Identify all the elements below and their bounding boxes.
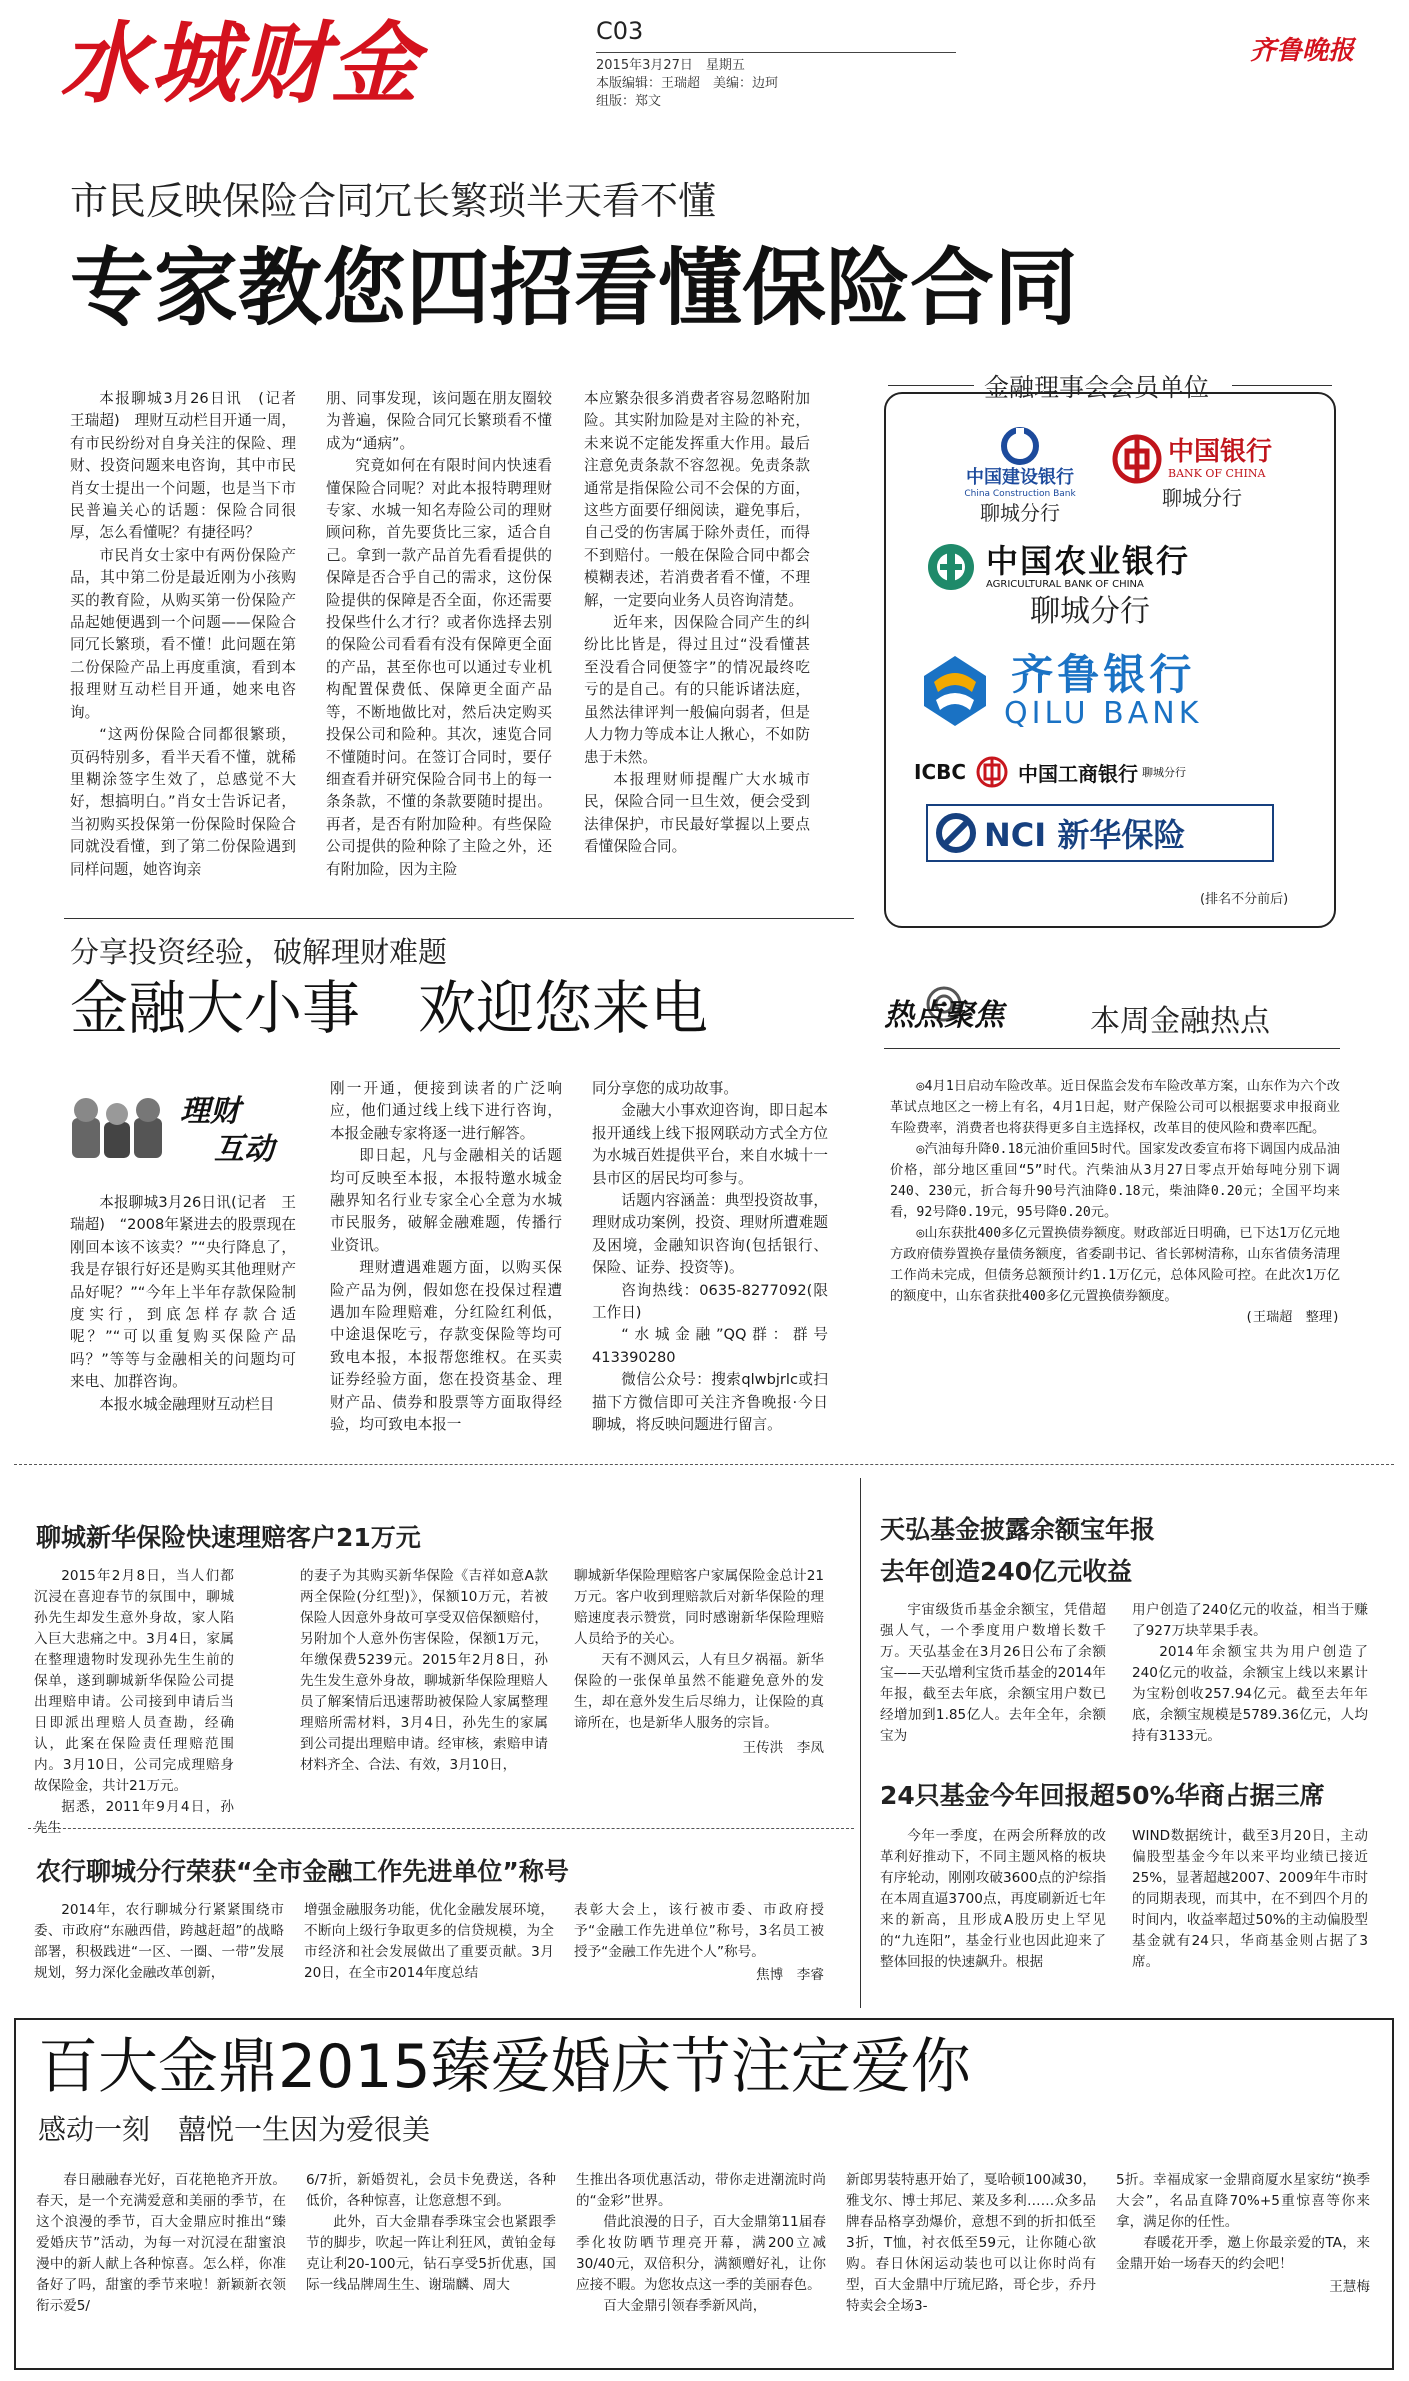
- funds-col-1: [880, 1826, 1106, 2010]
- lead-paragraph: “这两份保险合同都很繁琐，页码特别多，看半天看不懂，就稀里糊涂签字生效了，总感觉不大好，想搞明白。”肖女士告诉记者，当初购买投保第一份保险时保险合同就没看懂，到了第二份保险遇到同样问题，她咨询亲: [70, 726, 296, 878]
- interact-paragraph: 金融大小事欢迎咨询，即日起本报开通线上线下报网联动方式全方位为水城百姓提供平台，来自水城十一县市区的居民均可参与。: [592, 1102, 828, 1187]
- members-box: [884, 392, 1336, 928]
- tianhong-paragraph: 2014年余额宝共为用户创造了240亿元的收益，余额宝上线以来累计为宝粉创收257.94亿元。截至去年年底，余额宝规模是5789.36亿元，人均持有3133元。: [1132, 1644, 1368, 1744]
- interact-column-3: [592, 1078, 828, 1434]
- tianhong-headline-1: 天弘基金披露余额宝年报: [880, 1515, 1156, 1544]
- date-line: 2015年3月27日 星期五: [596, 52, 956, 75]
- nci-story-headline: 聊城新华保险快速理赔客户21万元: [36, 1523, 421, 1552]
- lead-paragraph: 本应繁杂很多消费者容易忽略附加险。其实附加险是对主险的补充，未来说不定能发挥重大作用。最后注意免责条款不容忽视。免责条款通常是指保险公司不会保的方面，这些方面要仔细阅读，避免事后，自己受的伤害属于除外责任，而得不到赔付。一般在保险合同中都会模糊表述，若消费者看不懂，不理解，一定要向业务人员咨询清楚。: [584, 390, 810, 609]
- abc-emblem-icon: [926, 542, 976, 592]
- lead-paragraph: 朋、同事发现，该问题在朋友圈较为普遍，保险合同冗长繁琐看不懂成为“通病”。: [326, 390, 552, 452]
- funds-headline: 24只基金今年回报超50%华商占据三席: [880, 1781, 1325, 1810]
- abc-paragraph: 增强金融服务功能，优化金融发展环境，不断向上级行争取更多的信贷规模，为全市经济和社会发展做出了重要贡献。3月20日，在全市2014年度总结: [304, 1902, 554, 1981]
- wechat-account: 微信公众号：搜索qlwbjrlc或扫描下方微信即可关注齐鲁晚报·今日聊城，将反映问题进行留言。: [592, 1371, 828, 1434]
- qq-group: “水城金融”QQ群：群号413390280: [592, 1326, 828, 1366]
- abc-paragraph: 表彰大会上，该行被市委、市政府授予“金融工作先进单位”称号，3名员工被授予“金融工作先进个人”称号。: [574, 1902, 824, 1960]
- ad-paragraph: 生推出各项优惠活动，带你走进潮流时尚的“金彩”世界。: [576, 2172, 826, 2209]
- abc-paragraph: 2014年，农行聊城分行紧紧围绕市委、市政府“东融西借，跨越赶超”的战略部署，积极践进“一区、一圈、一带”发展规划，努力深化金融改革创新，: [34, 1902, 284, 1981]
- masthead-info-block: [596, 16, 1136, 111]
- hotspot-list: [890, 1076, 1340, 1376]
- funds-col-2: [1132, 1826, 1368, 2010]
- hotspot-rule: [884, 1048, 1340, 1049]
- lead-column-3: [584, 388, 810, 908]
- abc-name-cn: 中国农业银行: [986, 542, 1191, 580]
- ad-paragraph: 春日融融春光好，百花艳艳齐开放。春天，是一个充满爱意和美丽的季节，在这个浪漫的季节，百大金鼎应时推出“臻爱婚庆节”活动，为每一对沉浸在甜蜜浪漫中的新人献上各种惊喜。怎么样，你准备好了吗，甜蜜的季节来啦！新颖新衣领衔示爱5/: [36, 2172, 286, 2314]
- abc-story-col-2: [304, 1900, 554, 2012]
- nci-byline: 王传洪 李凤: [742, 1740, 824, 1756]
- hotspot-item: ◎汽油每升降0.18元油价重回5时代。国家发改委宣布将下调国内成品油价格，部分地区重回“5”时代。汽柴油从3月27日零点开始每吨分别下调240、230元，折合每升90号汽油降0.18元，柴油降0.20元；全国平均来看，92号降0.19元，95号降0.20元。: [890, 1142, 1340, 1220]
- icbc-name-cn: 中国工商银行: [1018, 761, 1139, 786]
- badge-line-1: 理财: [180, 1094, 240, 1129]
- ad-col-4: [846, 2170, 1096, 2362]
- ccb-logo: [920, 428, 1120, 526]
- right-column-divider: [860, 1478, 861, 2008]
- interact-paragraph: 刚一开通，便接到读者的广泛响应，他们通过线上线下进行咨询，本报金融专家将逐一进行解答。: [330, 1080, 562, 1142]
- abc-story-headline: 农行聊城分行荣获“全市金融工作先进单位”称号: [36, 1857, 569, 1886]
- interact-column-2: [330, 1078, 562, 1434]
- funds-paragraph: 今年一季度，在两会所释放的改革利好推动下，不同主题风格的板块有序轮动，刚刚攻破3600点的沪综指在本周直逼3700点，再度刷新近七年来的新高，且形成A股历史上罕见的“九连阳”，基金行业也因此迎来了整体回报的快速飙升。根据: [880, 1828, 1106, 1970]
- ad-subhead: 感动一刻 囍悦一生因为爱很美: [38, 2113, 431, 2146]
- ad-col-3: [576, 2170, 826, 2362]
- icbc-logo: [914, 756, 1324, 788]
- ad-box: [14, 2018, 1394, 2370]
- icbc-branch: 聊城分行: [1142, 766, 1187, 779]
- bull-bear-icon: [68, 1088, 168, 1164]
- nci-logo: [926, 804, 1274, 862]
- abc-logo: [926, 542, 1306, 632]
- section-separator: [14, 1464, 1394, 1465]
- nci-story-col-2: [300, 1566, 548, 1818]
- qilu-logo: [916, 652, 1316, 730]
- nci-abc-separator: [28, 1828, 854, 1829]
- ad-paragraph: 春暖花开季，邀上你最亲爱的TA，来金鼎开始一场春天的约会吧！: [1116, 2235, 1370, 2272]
- interact-kicker: 分享投资经验，破解理财难题: [70, 935, 448, 969]
- ad-paragraph: 5折。幸福成家一金鼎商厦水星家纺“换季大会”，名品直降70%+5重惊喜等你来拿，满足你的任性。: [1116, 2172, 1370, 2230]
- interact-paragraph: 同分享您的成功故事。: [592, 1080, 738, 1097]
- ad-col-5: [1116, 2170, 1370, 2362]
- editors-line: 本版编辑：王瑞超 美编：边珂: [596, 76, 779, 91]
- interact-paragraph: 即日起，凡与金融相关的话题均可反映至本报，本报特邀水城金融界知名行业专家全心全意为水城市民服务，破解金融难题，传播行业资讯。: [330, 1147, 562, 1254]
- abc-name-en: AGRICULTURAL BANK OF CHINA: [986, 579, 1144, 590]
- hotspot-tag-text: 热点聚焦: [884, 998, 1004, 1033]
- ccb-name-cn: 中国建设银行: [966, 467, 1074, 488]
- ccb-branch: 聊城分行: [980, 501, 1060, 525]
- lead-column-1: [70, 388, 311, 908]
- funds-paragraph: WIND数据统计，截至3月20日，主动偏股型基金今年以来平均业绩已接近25%，显著超越2007、2009年牛市时的同期表现，而其中，在不到四个月的时间内，收益率超过50%的主动偏股型基金就有24只，华商基金则占据了3席。: [1132, 1828, 1368, 1970]
- tianhong-col-2: [1132, 1600, 1368, 1790]
- interact-paragraph: 本报聊城3月26日讯(记者 王瑞超) “2008年紧进去的股票现在刚回本该不该卖？”“央行降息了，我是存银行好还是购买其他理财产品好呢？”“今年上半年存款保险制度实行，到底怎样存款合适呢？”“可以重复购买保险产品吗？”等等与金融相关的问题均可来电、加群咨询。: [70, 1194, 296, 1391]
- boc-logo: [1112, 434, 1332, 512]
- interact-headline: 金融大小事 欢迎您来电: [70, 974, 709, 1042]
- interact-paragraph: 本报水城金融理财互动栏目: [99, 1395, 275, 1413]
- boc-emblem-icon: [1112, 434, 1162, 484]
- ad-paragraph: 6/7折，新婚贺礼，会员卡免费送，各种低价，各种惊喜，让您意想不到。: [306, 2172, 556, 2209]
- qilu-name-cn: 齐鲁银行: [1011, 650, 1196, 699]
- ad-col-1: [36, 2170, 286, 2362]
- lead-paragraph: 究竟如何在有限时间内快速看懂保险合同呢？对此本报特聘理财专家、水城一知名寿险公司的理财顾问称，首先要货比三家，适合自己。拿到一款产品首先看看提供的保障是否合乎自己的需求，这份保险提供的保障是否全面，你还需要投保些什么才行？或者你选择去别的保险公司看看有没有保障更全面的产品，甚至你也可以通过专业机构配置保费低、保障更全面产品等，不断地做比对，然后决定购买投保公司和险种。其次，速览合同不懂随时问。在签订合同时，要仔细查看并研究保险合同书上的每一条条款，不懂的条款要随时提出。再者，是否有附加险种。有些保险公司提供的险种除了主险之外，还有附加险，因为主险: [326, 457, 552, 878]
- nci-name: NCI 新华保险: [984, 816, 1186, 854]
- lead-paragraph: 本报理财师提醒广大水城市民，保险合同一旦生效，便会受到法律保护，市民最好掌握以上要点看懂保险合同。: [584, 770, 810, 856]
- ccb-emblem-icon: [1002, 428, 1038, 464]
- lead-paragraph: 本报聊城3月26日讯 (记者 王瑞超) 理财互动栏目开通一周，有市民纷纷对自身关注的保险、理财、投资问题来电咨询，其中市民肖女士提出一个问题，也是当下市民普遍关心的话题：保险合同很厚，怎么看懂呢？有捷径吗？: [70, 390, 311, 542]
- tianhong-paragraph: 用户创造了240亿元的收益，相当于赚了927万块苹果手表。: [1132, 1602, 1368, 1639]
- masthead: [0, 0, 1409, 140]
- ad-paragraph: 百大金鼎引领春季新风尚，: [603, 2298, 767, 2314]
- qilu-name-en: QILU BANK: [1004, 696, 1203, 731]
- ad-paragraph: 新郎男装特惠开始了，戛哈顿100减30，雅戈尔、博士邦尼、莱及多利……众多品牌春品格享劲爆价，意想不到的折扣低至3折，T恤，衬衣低至59元，让你随心欲购。春日休闲运动装也可以让你时尚有型，百大金鼎中厅琉尼路，哥仑步，乔丹特卖会全场3-: [846, 2172, 1096, 2314]
- nci-emblem-icon: [936, 813, 976, 853]
- interact-column-1: [70, 1192, 296, 1413]
- hotline: 咨询热线：0635-8277092(限工作日): [592, 1281, 828, 1322]
- nci-paragraph: 2015年2月8日，当人们都沉浸在喜迎春节的氛围中，聊城孙先生却发生意外身故，家人陷入巨大悲痛之中。3月4日，家属在整理遗物时发现孙先生生前的保单，遂到聊城新华保险公司提出理赔申请。公司接到申请后当日即派出理赔人员查勘，经确认，此案在保险责任理赔范围内。3月10日，公司完成理赔身故保险金，共计21万元。: [34, 1568, 234, 1794]
- abc-story-col-3: [574, 1900, 824, 2012]
- nci-paragraph: 的妻子为其购买新华保险《吉祥如意A款两全保险(分红型)》，保额10万元，若被保险人因意外身故可享受双倍保额赔付，另附加个人意外伤害保险，保额1万元，年缴保费5239元。2015年2月8日，孙先生发生意外身故，聊城新华保险理赔人员了解案情后迅速帮助被保险人家属整理理赔所需材料，3月4日，孙先生的家属到公司提出理赔申请。经审核，索赔申请材料齐全、合法、有效，3月10日，: [300, 1568, 548, 1773]
- abc-byline: 焦博 李睿: [756, 1967, 824, 1983]
- section-title: 水城财金: [60, 12, 421, 115]
- ad-byline: 王慧梅: [1329, 2279, 1370, 2295]
- lead-column-2: [326, 388, 552, 908]
- members-box-title: 金融理事会会员单位: [984, 373, 1210, 402]
- ad-col-2: [306, 2170, 556, 2362]
- qilu-emblem-icon: [916, 652, 994, 730]
- ad-headline: 百大金鼎2015臻爱婚庆节注定爱你: [38, 2032, 971, 2102]
- members-title-rule-left: [888, 385, 974, 386]
- boc-name-en: BANK OF CHINA: [1168, 467, 1266, 480]
- interact-paragraph: 话题内容涵盖：典型投资故事，理财成功案例，投资、理财所遭难题及困境，金融知识咨询(包括银行、保险、证券、投资等)。: [592, 1192, 828, 1277]
- lead-headline: 专家教您四招看懂保险合同: [70, 239, 1079, 337]
- lead-kicker: 市民反映保险合同冗长繁琐半天看不懂: [70, 179, 717, 223]
- proof-line: 组版：郑文: [596, 94, 662, 109]
- boc-name-cn: 中国银行: [1168, 437, 1273, 467]
- nci-paragraph: 据悉，2011年9月4日，孙先生: [34, 1799, 234, 1836]
- boc-branch: 聊城分行: [1162, 486, 1242, 510]
- ad-paragraph: 此外，百大金鼎春季珠宝会也紧跟季节的脚步，吹起一阵让利狂风，黄铂金每克让利20-100元，钻石享受5折优惠，国际一线品牌周生生、谢瑞麟、周大: [306, 2214, 556, 2293]
- hotspot-headline: 本周金融热点: [1090, 1004, 1270, 1039]
- hotspot-item: ◎山东获批400多亿元置换债券额度。财政部近日明确，已下达1万亿元地方政府债券置换存量债务额度，省委副书记、省长郭树清称，山东省债务清理工作尚未完成，但债务总额预计约1.1万亿元，总体风险可控。在此次1万亿的额度中，山东省获批400多亿元置换债券额度。: [890, 1226, 1340, 1304]
- hotspot-byline: (王瑞超 整理): [1244, 1310, 1340, 1325]
- tianhong-paragraph: 宇宙级货币基金余额宝，凭借超强人气，一个季度用户数增长数千万。天弘基金在3月26日公布了余额宝——天弘增利宝货币基金的2014年年报，截至去年底，余额宝用户数已经增加到1.85亿人。去年全年，余额宝为: [880, 1602, 1106, 1744]
- nci-story-col-1: [34, 1566, 234, 1836]
- abc-story-col-1: [34, 1900, 284, 2012]
- abc-branch: 聊城分行: [1030, 594, 1150, 629]
- interact-paragraph: 理财遭遇难题方面，以购买保险产品为例，假如您在投保过程遭遇加车险理赔难，分红险红利低，中途退保吃亏，存款变保险等均可致电本报，本报帮您维权。在买卖证券经验方面，您在投资基金、理财产品、债券和股票等方面取得经验，均可致电本报一: [330, 1259, 562, 1434]
- hotspot-item: ◎4月1日启动车险改革。近日保监会发布车险改革方案，山东作为六个改革试点地区之一榜上有名，4月1日起，财产保险公司可以根据要求申报商业车险费率，消费者也将获得更多自主选择权，改革目的使风险和费率匹配。: [890, 1079, 1340, 1136]
- members-note: (排名不分前后): [1200, 892, 1289, 907]
- tianhong-headline-2: 去年创造240亿元收益: [880, 1557, 1133, 1586]
- members-title-rule-right: [1232, 385, 1332, 386]
- lead-paragraph: 近年来，因保险合同产生的纠纷比比皆是，得过且过“没看懂甚至没看合同便签字”的情况最终吃亏的是自己。有的只能诉诸法庭，虽然法律评判一般偏向弱者，但是人力物力等成本让人揪心，不如防患于未然。: [584, 614, 810, 766]
- tianhong-col-1: [880, 1600, 1106, 1790]
- lead-paragraph: 市民肖女士家中有两份保险产品，其中第二份是最近刚为小孩购买的教育险，从购买第一份保险产品起她便遇到一个问题——保险合同冗长繁琐，看不懂！此问题在第二份保险产品上再度重演，看到本报理财互动栏目开通，她来电咨询。: [70, 546, 296, 721]
- page-number: C03: [596, 17, 644, 45]
- ad-paragraph: 借此浪漫的日子，百大金鼎第11届春季化妆防晒节理亮开幕，满200立减30/40元，双倍积分，满额赠好礼，让你应接不暇。为您妆点这一季的美丽春色。: [576, 2214, 826, 2293]
- interact-badge: [68, 1084, 288, 1166]
- icbc-emblem-icon: [976, 756, 1008, 788]
- lead-bottom-rule: [64, 918, 854, 919]
- icbc-name-en: ICBC: [914, 760, 967, 784]
- ccb-name-en: China Construction Bank: [964, 489, 1076, 499]
- nci-paragraph: 聊城新华保险理赔客户家属保险金总计21万元。客户收到理赔款后对新华保险的理赔速度表示赞赏，同时感谢新华保险理赔人员给予的关心。: [574, 1568, 824, 1647]
- newspaper-logo: 齐鲁晚报: [1250, 36, 1355, 66]
- badge-line-2: 互动: [214, 1132, 274, 1167]
- nci-story-col-3: [574, 1566, 824, 1818]
- nci-paragraph: 天有不测风云，人有旦夕祸福。新华保险的一张保单虽然不能避免意外的发生，却在意外发生后尽绵力，让保险的真谛所在，也是新华人服务的宗旨。: [574, 1652, 824, 1731]
